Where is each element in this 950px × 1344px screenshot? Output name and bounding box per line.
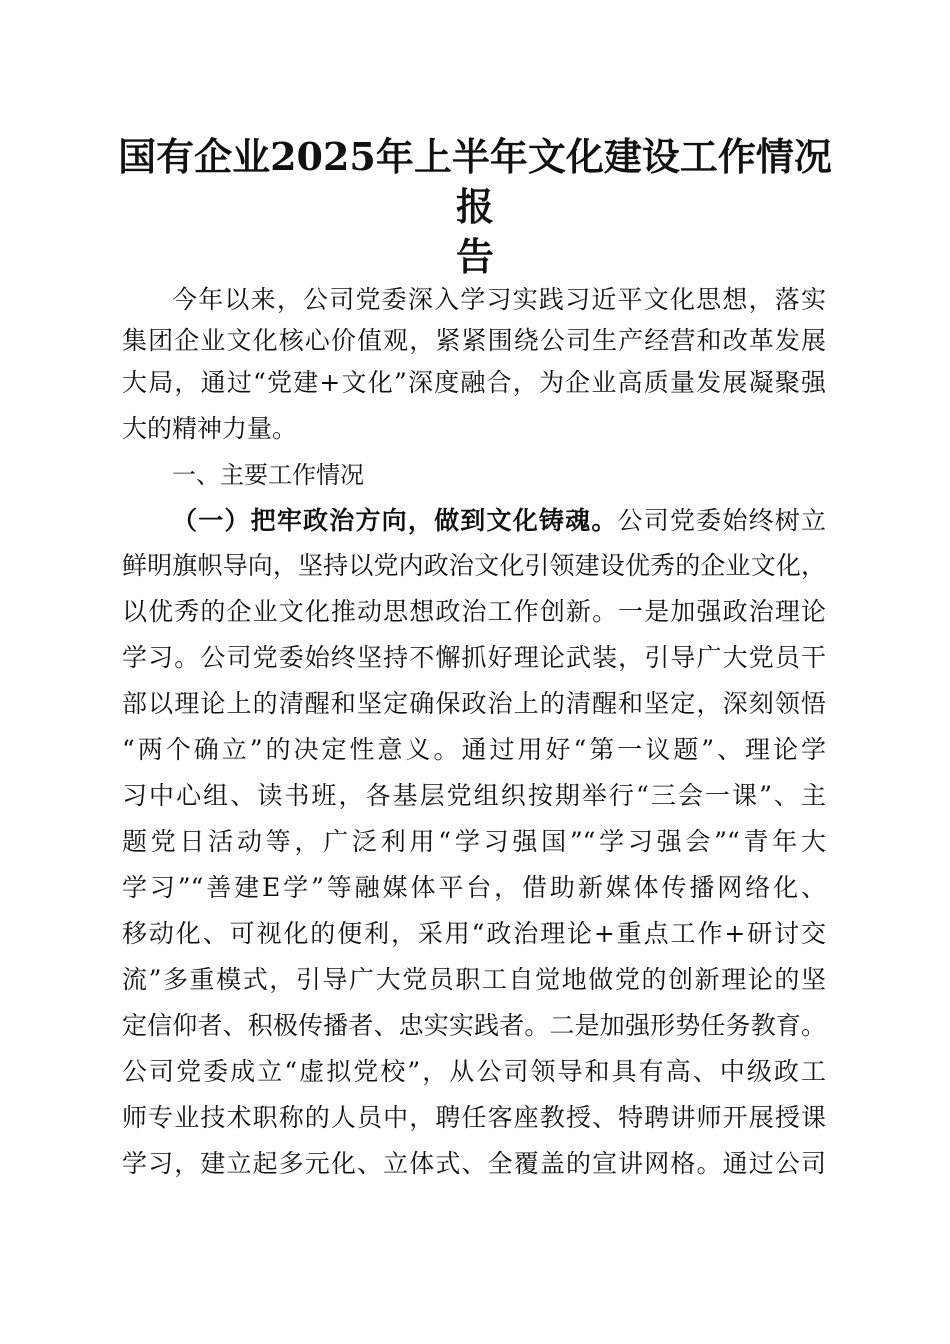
paragraph-line: 大局，通过“党建+文化”深度融合，为企业高质量发展凝聚强 (122, 368, 826, 397)
paragraph-line: 大的精神力量。 (122, 414, 298, 443)
paragraph-line (172, 501, 826, 541)
paragraph-line: 习中心组、读书班，各基层党组织按期举行“三会一课”、主 (122, 781, 826, 810)
document-title (110, 132, 840, 282)
paragraph-line: 流”多重模式，引导广大党员职工自觉地做党的创新理论的坚 (122, 965, 826, 994)
subheading: （一）把牢政治方向，做到文化铸魂。 (172, 506, 618, 535)
paragraph-line: 学习”“善建E学”等融媒体平台，借助新媒体传播网络化、 (122, 873, 826, 902)
paragraph-line: 师专业技术职称的人员中，聘任客座教授、特聘讲师开展授课 (122, 1103, 826, 1132)
section-heading: 一、主要工作情况 (172, 461, 364, 489)
paragraph-line: 题党日活动等，广泛利用“学习强国”“学习强会”“青年大 (122, 827, 826, 856)
paragraph-line: 学习，建立起多元化、立体式、全覆盖的宣讲网格。通过公司 (122, 1149, 826, 1178)
title-line: 国有企业2025年上半年文化建设工作情况报 (118, 134, 832, 229)
paragraph-line: 鲜明旗帜导向，坚持以党内政治文化引领建设优秀的企业文化， (122, 551, 826, 580)
paragraph-line: 移动化、可视化的便利，采用“政治理论+重点工作+研讨交 (122, 919, 826, 948)
paragraph-line: 集团企业文化核心价值观，紧紧围绕公司生产经营和改革发展 (122, 326, 826, 355)
paragraph-line: 部以理论上的清醒和坚定确保政治上的清醒和坚定，深刻领悟 (122, 689, 826, 718)
paragraph-line: 学习。公司党委始终坚持不懈抓好理论武装，引导广大党员干 (122, 643, 826, 672)
paragraph-line: “两个确立”的决定性意义。通过用好“第一议题”、理论学 (122, 735, 826, 764)
paragraph-line: 以优秀的企业文化推动思想政治工作创新。一是加强政治理论 (122, 597, 826, 626)
title-line: 告 (455, 234, 494, 279)
paragraph-line: 公司党委成立“虚拟党校”，从公司领导和具有高、中级政工 (122, 1057, 826, 1086)
paragraph-text: 公司党委始终树立 (617, 506, 826, 535)
paragraph-line: 定信仰者、积极传播者、忠实实践者。二是加强形势任务教育。 (122, 1011, 826, 1040)
paragraph-line: 今年以来，公司党委深入学习实践习近平文化思想，落实 (172, 285, 826, 314)
